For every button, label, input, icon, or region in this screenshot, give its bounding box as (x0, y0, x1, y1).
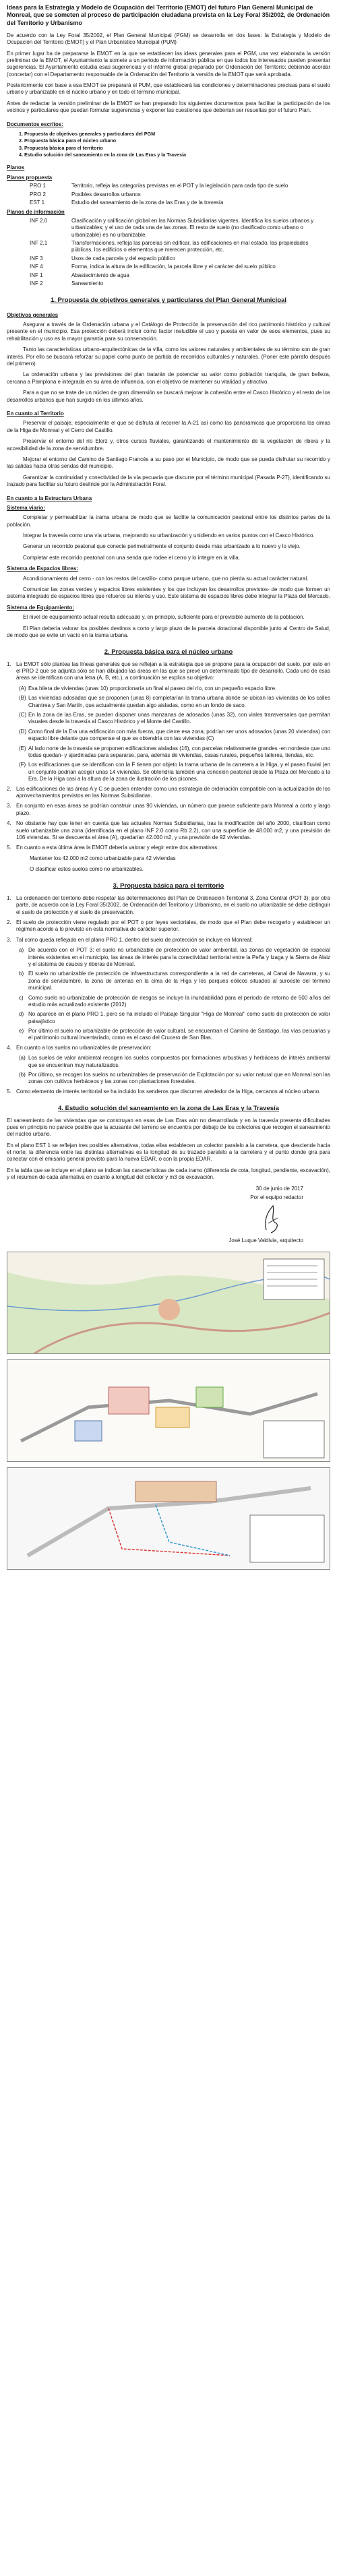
section-1-title: 1. Propuesta de objetivos generales y particulares del Plan General Municipal (50, 297, 287, 305)
map-drawing (7, 1252, 330, 1353)
numbered-item: 3. Tal como queda reflejado en el plano PRO 1, dentro del suelo de protección se incluye en Monreal: (7, 936, 253, 943)
numbered-item: 2. Las edificaciones de las áreas A y C se pueden entender como una estrategia de ordenación compatible con la actualización de los aprovechamientos previstos en las Normas Subsidiarias. (7, 785, 330, 799)
planos-info-heading: Planos de información (7, 209, 65, 216)
paragraph: Mejorar el entorno del Camino de Santiago Francés a su paso por el Municipio, de modo que se pueda disfrutar su recorrido y las salidas hacia otras sendas del municipio. (7, 456, 330, 470)
alternative: O clasificar estos suelos como no urbanizables. (30, 866, 144, 873)
paragraph: Preservar el entorno del río Elorz y, otros cursos fluviales, garantizando el mantenimiento de la vegetación de ribera y la accesibilidad de la zona de servidumbre. (7, 438, 330, 452)
planos-propuesta-heading: Planos propuesta (7, 174, 53, 181)
docs-item: 2. Propuesta básica para el núcleo urbano (19, 137, 117, 144)
estructura-urbana-heading: En cuanto a la Estructura Urbana (7, 495, 92, 501)
intro-paragraph: Antes de redactar la versión preliminar de la EMOT se han preparado los siguientes documentos para facilitar la participación de los vecinos y particulares que puedan formular sugerencias y exponer las cuestiones que deberían ser resueltas por el futuro Plan. (7, 100, 330, 114)
paragraph: Asegurar a través de la Ordenación urbana y el Catálogo de Protección la preservación del rico patrimonio histórico y cultural presente en el municipio. Esa protección deberá incluir como factor ineludible el uso y puesta en valor de esos elementos, pues su rehabilitación y uso es la mayor garantía para su conservación. (7, 321, 330, 342)
paragraph: Comunicar las zonas verdes y espacios libres existentes y los que incluyan los desarrollos previstos- de modo que formen un sistema integrado de espacios libres que refuerce su interés y uso. Este sistema de espacios libres debe integrar la Plaza del Mercado. (7, 586, 330, 600)
docs-item: 1. Propuesta de objetivos generales y particulares del PGM (19, 131, 156, 137)
lettered-item: (A) Esa hilera de viviendas (unas 10) proporcionaría un final al paseo del río, con un pequeño espacio libre. (19, 685, 277, 692)
section-2-title: 2. Propuesta básica para el núcleo urbano (104, 648, 233, 656)
plan-row: PRO 1 Territorio, refleja las categorías previstas en el POT y la legislación para cada tipo de suelo (30, 183, 288, 189)
signature (7, 1203, 330, 1235)
paragraph: Completar este recorrido peatonal con una senda que rodee el cerro y lo integre en la villa. (23, 554, 240, 561)
objetivos-generales-heading: Objetivos generales (7, 311, 59, 318)
plan-map-saneamiento (7, 1467, 330, 1570)
author: José Luque Valdivia, arquitecto (228, 1237, 303, 1244)
paragraph: El nivel de equipamiento actual resulta adecuado y, en principio, suficiente para el previsible aumento de la población. (23, 614, 305, 621)
intro-paragraph: Posteriormente con base a esa EMOT se preparará el PUM, que establecerá las condiciones y determinaciones precisas para el suelo urbano y urbanizable en el núcleo urbano y en todo el término municipal. (7, 82, 330, 96)
plans-gallery (7, 1252, 330, 1570)
numbered-item: 5. En cuanto a esta última área la EMOT debería valorar y elegir entre dos alternativas: (7, 845, 219, 851)
paragraph: Completar y permeabilizar la trama urbana de modo que se facilite la comunicación peatonal entre los distintos partes de la población. (7, 514, 330, 528)
numbered-item: 5. Como elemento de interés territorial se ha incluido los senderos que discurren alrededor de la Higa, cercanos al núcleo urbano. (7, 1088, 321, 1095)
lettered-item: c) Como suelo no urbanizable de protección de riesgos se incluye la inundabilidad para el periodo de retorno de 500 años del estudio más actualizado existente (2012) (19, 994, 330, 1008)
intro-paragraph: En primer lugar ha de prepararse la EMOT en la que se establecen las ideas generales para el PGM, una vez elaborada la versión preliminar de la EMOT, el Ayuntamiento la somete a un periodo de información pública en que todos los interesados pueden presentar sugerencias. El Ayuntamiento estudia esas sugerencias y el informe global preparado por Ordenación del Territorio; debiendo acordar (concertar) con el Departamento responsable de la Ordenación del Territorio la versión de la EMOT que será aprobada. (7, 50, 330, 78)
paragraph: Integrar la travesía como una vía urbana, mejorando su urbanización y unidiendo en varios puntos con el Casco Histórico. (23, 532, 315, 539)
numbered-item: 4. En cuanto a los suelos no urbanizables de preservación: (7, 1044, 152, 1051)
intro-section (7, 32, 330, 115)
lettered-item: b) El suelo no urbanizable de protección de infraestructuras correspondiente a la red de carreteras, al Canal de Navarra, y su zona de servidumbre, la zona de antenas en la cima de la Higa y los parques eólicos situados al suroeste del término municipal. (19, 971, 330, 991)
lettered-item: (C) En la zona de las Eras, se pueden disponer unas manzanas de adosados (unas 32), con viales transversales que permitan visuales desde la travesía al Casco Histórico y el Monte del Castillo. (19, 712, 330, 725)
lettered-item: (E) Al lado norte de la travesía se proponen edificaciones aisladas (16), con parcelas relativamente grandes -en nordeste que uno todas quedan- y ajardinadas para separarse, para, además de viviendas, casas rurales, pequeños talleres, tiendas, etc. (19, 745, 330, 758)
sistema-viario-heading: Sistema viario: (7, 504, 45, 511)
docs-item: 3. Propuesta básica para el territorio (19, 144, 103, 151)
date: 30 de junio de 2017 (255, 1185, 303, 1192)
plan-row: PRO 2 Posibles desarrollos urbanos (30, 191, 141, 197)
numbered-item: 1. La EMOT sólo plantea las líneas generales que se reflejan a la estrategia que se propone para la ocupación del suelo, por esto en el PRO 2 que se adjunta sólo se han dibujado las áreas en las que se prevé un determinado tipo de desarrollo. Cada uno de esas áreas se identifican con una letra (A, B, etc.), a continuación se explica su objetivo: (7, 661, 330, 681)
paragraph: Garantizar la continuidad y conectividad de la vía pecuaria que discurre por el término municipal (Pasada P-27), identificando su trazado para facilitar su futuro deslinde por la Administración Foral. (7, 474, 330, 488)
plan-row: INF 2 Saneamiento (30, 280, 104, 286)
paragraph: En el plano EST 1 se reflejan tres posibles alternativas, todas ellas establecen un colector paralelo a la carretera, que desciende hacia el norte; la diferencia entre las distintas alternativas es la longitud de su trazado paralelo a la carretera y el punto donde gira para conectar con el emisario general previsto para la nueva EDAR, o con la propia EDAR. (7, 1142, 330, 1163)
planos-heading: Planos (7, 164, 25, 171)
lettered-item: (F) Los edificaciones que se identifican con la F tienen por objeto la trama urbana de la carretera a la Higa, y el paseo fluvial (en un conjunto podrían acoger unas 14 viviendas. Se obtendría también una conexión peatonal desde la Plaza del Mercado a la Era. De la Higa casi a la altura de la zona de ilustración de los picones. (19, 762, 330, 783)
signature-icon (7, 1203, 330, 1235)
paragraph: Generar un recorrido peatonal que conecte perimetralmente el conjunto desde más urbanizado a lo nuevo y lo viejo. (23, 543, 301, 550)
alternative: Mantener los 42.000 m2 como urbanizable para 42 viviendas (30, 855, 176, 861)
document-title: Ideas para la Estrategia y Modelo de Ocupación del Territorio (EMOT) del futuro Plan General Municipal de Monreal, que se someten al proceso de participación ciudadana prevista en la Ley Foral 35/2002, de Ordenación del Territorio y Urbanismo (7, 4, 330, 26)
paragraph: En la tabla que se incluye en el plano se indican las características de cada tramo (diferencia de cota, longitud, pendiente, excavación), y el resumen de cada alternativa en cuanto a longitud del colector y m3 de excavación. (7, 1167, 330, 1181)
section-4-title: 4. Estudio solución del saneamiento en la zona de Las Eras y la Travesía (58, 1105, 279, 1113)
plan-row: INF 2.0 Clasificación y calificación global en las Normas Subsidiarias vigentes. Identifica los suelos urbanos y urbanizables; y el uso de cada una de las zonas. El resto de suelo (no clasificado como urbano o urbanizable) es no urbanizable. (30, 217, 314, 238)
lettered-item: a) De acuerdo con el POT 3: el suelo no urbanizable de protección de valor ambiental, las zonas de vegetación de especial interés existentes en el municipio, las áreas de interés para la conectividad territorial entre la Peña y Izaga y la Sierra de Alaiz y el sistema de cauces y riberas de Monreal. (19, 947, 330, 967)
docs-item: 4. Estudio solución del saneamiento en la zona de Las Eras y la Travesía (19, 152, 187, 158)
paragraph: La ordenación urbana y las previsiones del plan tratarán de potenciar su valor como población tranquila, de gran belleza, cercana a Pamplona e integrada en su área de influencia, con el objetivo de mantener su vitalidad y atractivo. (7, 371, 330, 385)
map-drawing (7, 1468, 330, 1569)
lettered-item: (b) Por último, se recogen los suelos no urbanizables de preservación de Explotación por su valor natural que en Monreal son las zonas con cultivos herbáceos y las zonas con plantaciones forestales. (19, 1072, 330, 1085)
docs-heading: Documentos escritos: (7, 121, 64, 127)
paragraph: Preservar el paisaje, especialmente el que se disfruta al recorrer la A-21 así como las panorámicas que proporciona las cimas de la Higa de Monreal y el Cerro del Castillo. (7, 420, 330, 433)
numbered-item: 3. En conjunto en esas áreas se podrían construir unas 90 viviendas, un número que parece suficiente para Monreal a corto y largo plazo. (7, 803, 330, 816)
plan-row: INF 2.1 Transformaciones, refleja las parcelas sin edificar, las edificaciones en mal estado, las propiedades públicas, los edificios o elementos que merecen protección, etc. (30, 240, 309, 253)
equipamiento-heading: Sistema de Equipamiento: (7, 604, 75, 611)
numbered-item: 1. La ordenación del territorio debe respetar las determinaciones del Plan de Ordenación Territorial 3, Zona Central (POT 3); por otra parte, de acuerdo con la Ley Foral 35/2002, de Ordenación del Territorio y Urbanismo, en el suelo no urbanizable se debe distinguir el suelo de protección y el suelo de preservación. (7, 894, 330, 915)
plan-row: INF 3 Usos de cada parcela y del espacio público (30, 255, 175, 262)
plan-row: INF 1 Abastecimiento de agua (30, 272, 129, 278)
team-label: Por el equipo redactor (250, 1194, 303, 1201)
paragraph: Para a que no se trate de un núcleo de gran dimensión se buscará mejorar la cohesión entre el Casco Histórico y el resto de los desarrollos urbanos que han surgido en los últimos años. (7, 390, 330, 403)
lettered-item: (B) Las viviendas adosadas que se proponen (unas 8) completarían la trama urbana donde se ubican las viviendas de los calles Chantrea y San Martín, que actualmente quedan algo aisladas, como en un fondo de saco. (19, 695, 330, 708)
plan-map-territorio (7, 1252, 330, 1354)
numbered-item: 4. No obstante hay que tener en cuenta que las actuales Normas Subsidiarias, tras la modificación del año 2000, clasifican como suelo urbanizable una zona (identificada en el plano INF 2.0 como Rb 2.2), con una superficie de 48.000 m2, y una previsión de 106 viviendas. Si se descuenta el área (A), quedarían 42.000 m2, y una previsión de 92 viviendas. (7, 820, 330, 840)
plan-map-desarrollos (7, 1359, 330, 1462)
numbered-item: 2. El suelo de protección viene regulado por el POT o por leyes sectoriales, de modo que el Plan debe recogerlo y establecer un régimen acorde a lo previsto en esta normativa de carácter superior. (7, 919, 330, 933)
paragraph: El saneamiento de las viviendas que se construyan en esas de Las Eras aún no desarrollada y en la travesía presenta dificultades pues en principio no parece posible que la acusante del terreno se encuentra por debajo de los colectores que recogen el saneamiento del núcleo urbano. (7, 1117, 330, 1138)
territorio-heading: En cuanto al Territorio (7, 410, 64, 417)
plan-row: INF 4 Forma, indica la altura de la edificación, la parcela libre y el carácter del suelo público (30, 264, 276, 270)
lettered-item: e) Por último el suelo no urbanizable de protección de valor cultural, se encuentran el Camino de Santiago, las vías pecuarias y el patrimonio cultural inventariado, como es el caso del Crucero de San Blas. (19, 1028, 330, 1041)
intro-paragraph: De acuerdo con la Ley Foral 35/2002, el Plan General Municipal (PGM) se desarrolla en dos fases: la Estrategia y Modelo de Ocupación del Territorio (EMOT) y el Plan Urbanístico Municipal (PUM) (7, 32, 330, 46)
plan-row: EST 1 Estudio del saneamiento de la zona de las Eras y de la travesía (30, 200, 224, 206)
espacios-libres-heading: Sistema de Espacios libres: (7, 565, 78, 572)
lettered-item: d) No aparece en el plano PRO 1, pero se ha incluido el Paisaje Singular "Higa de Monreal" como suelo de protección de valor paisajístico (19, 1011, 330, 1024)
map-drawing (7, 1360, 330, 1461)
lettered-item: (D) Como final de la Era una edificación con más fuerza, que cierre esa zona; podrían ser unos adosados (unas 20 viviendas) con espacio libre delante que compense el que se obtendría con las viviendas (C) (19, 728, 330, 742)
docs-list (19, 131, 330, 158)
paragraph: El Plan debería valorar los posibles destinos a corto y largo plazo de la parcela dotacional disponible junto al Centro de Salud, de modo que se evite un vacío en la trama urbana. (7, 625, 330, 638)
paragraph: Acondicionamiento del cerro - con los restos del castillo- como parque urbano, que no pierda su actual carácter natural. (23, 575, 309, 582)
lettered-item: (a) Los suelos de valor ambiental recogen los suelos compuestos por formaciones arbustivas y herbáceas de interés ambiental que se encuentran muy naturalizados. (19, 1055, 330, 1068)
section-3-title: 3. Propuesta básica para el territorio (113, 882, 224, 890)
paragraph: Tanto las características urbano-arquitectónicas de la villa, como los valores naturales y ambientales de su término son de gran interés. Por ello se buscará reforzar su papel como punto de partida de recorridos culturales y naturales. (Poner este párrafo después del primero) (7, 346, 330, 367)
